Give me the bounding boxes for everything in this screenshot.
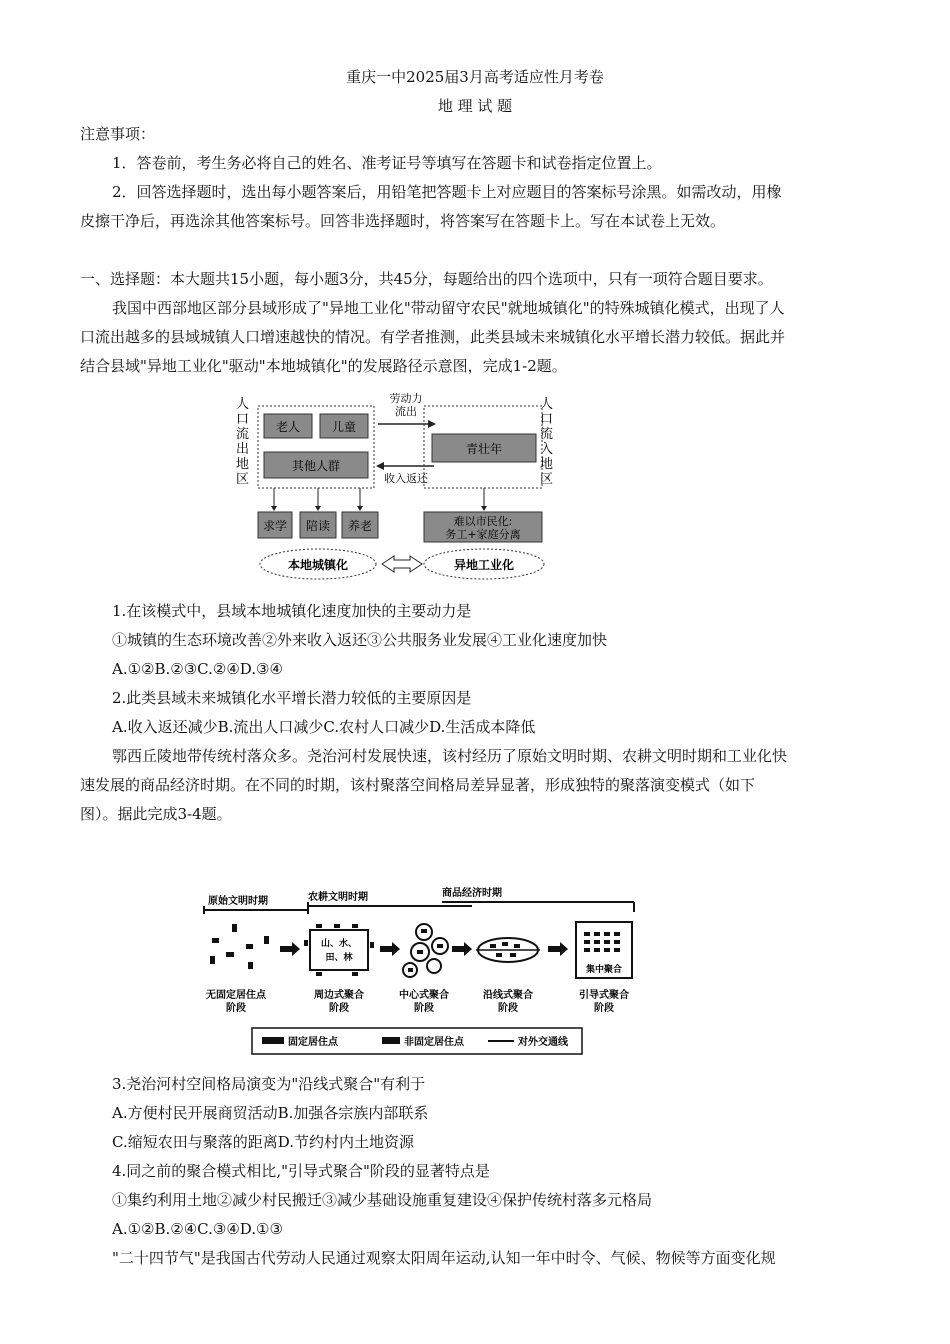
- q1-options: A.①②B.②③C.②④D.③④: [112, 660, 283, 678]
- notice-heading: 注意事项：: [80, 125, 156, 143]
- q1-stem: 1.在该模式中，县域本地城镇化速度加快的主要动力是: [112, 602, 472, 620]
- q4-items: ①集约利用土地②减少村民搬迁③减少基础设施重复建设④保护传统村落多元格局: [112, 1191, 653, 1209]
- study-label: 求学: [262, 519, 288, 533]
- stage1-label-a: 无固定居住点: [206, 990, 266, 1001]
- q3-options-a: A.方便村民开展商贸活动B.加强各宗族内部联系: [112, 1104, 429, 1122]
- notice-item-2a: 2．回答选择题时，选出每小题答案后，用铅笔把答题卡上对应题目的答案标号涂黑。如需改动，用橡: [112, 183, 782, 201]
- stage3-center-circles: [403, 924, 448, 977]
- q2-stem: 2.此类县域未来城镇化水平增长潜力较低的主要原因是: [112, 689, 472, 707]
- stage-arrow-1: [280, 942, 300, 956]
- stage2-label-a: 周边式聚合: [314, 990, 364, 1001]
- legend-nonfixed-swatch: [382, 1037, 400, 1044]
- stage3-label-a: 中心式聚合: [399, 990, 449, 1001]
- notice-item-2b: 皮擦干净后，再选涂其他答案标号。回答非选择题时，将答案写在答题卡上。写在本试卷上无效。: [80, 212, 726, 230]
- legend-fixed-swatch: [262, 1037, 284, 1044]
- stage2-box: [310, 930, 368, 970]
- stage5-label-a: 引导式聚合: [579, 990, 629, 1001]
- period-primitive-label: 原始文明时期: [208, 896, 268, 907]
- stage2-center-label-1: 山、水、: [320, 939, 358, 949]
- hard-label-1: 难以市民化:: [453, 515, 513, 528]
- exam-subtitle: 地 理 试 题: [437, 97, 513, 115]
- labor-outflow-label-1: 劳动力: [389, 392, 423, 405]
- arrowhead-study: [271, 506, 277, 511]
- q1-items: ①城镇的生态环境改善②外来收入返还③公共服务业发展④工业化速度加快: [112, 631, 608, 649]
- arrowhead-accompany: [315, 506, 321, 511]
- legend-fixed-label: 固定居住点: [288, 1037, 338, 1048]
- period-commerce-label: 商品经济时期: [442, 888, 502, 899]
- intro1-line-1: 我国中西部地区部分县域形成了"异地工业化"带动留守农民"就地城镇化"的特殊城镇化模式，出现了人: [112, 299, 785, 317]
- income-return-arrowhead: [376, 462, 384, 470]
- stage4-label-a: 沿线式聚合: [483, 990, 533, 1001]
- outflow-region-label: 人口流出地区: [236, 397, 250, 487]
- urbanization-path-diagram: [232, 388, 562, 584]
- hard-label-2: 务工+家庭分离: [445, 528, 521, 541]
- q3-options-b: C.缩短农田与聚落的距离D.节约村内土地资源: [112, 1133, 414, 1151]
- intro1-line-3: 结合县域"异地工业化"驱动"本地城镇化"的发展路径示意图，完成1-2题。: [80, 357, 567, 375]
- others-label: 其他人群: [291, 459, 341, 473]
- intro2-line-3: 图）。据此完成3-4题。: [80, 805, 232, 823]
- accompany-label: 陪读: [305, 519, 331, 533]
- inflow-region-label: 人口流入地区: [540, 397, 554, 487]
- stage1-label-b: 阶段: [226, 1003, 246, 1014]
- stage5-cluster-label: 集中聚合: [585, 965, 623, 975]
- intro3-line-1: "二十四节气"是我国古代劳动人民通过观察太阳周年运动,认知一年中时令、气候、物候等方面变化规: [112, 1249, 776, 1267]
- notice-item-1: 1．答卷前，考生务必将自己的姓名、准考证号等填写在答题卡和试卷指定位置上。: [112, 154, 662, 172]
- period-farming-label: 农耕文明时期: [308, 892, 368, 903]
- double-arrow: [382, 556, 422, 572]
- stage-arrow-2: [380, 942, 400, 956]
- youth-label: 青壮年: [465, 442, 503, 456]
- stage2-label-b: 阶段: [329, 1003, 349, 1014]
- q4-options: A.①②B.②④C.③④D.①③: [112, 1220, 283, 1238]
- stage3-label-b: 阶段: [414, 1003, 434, 1014]
- section-heading: 一、选择题：本大题共15小题，每小题3分，共45分，每题给出的四个选项中，只有一项符合题目要求。: [80, 270, 773, 288]
- stage-arrow-4: [548, 942, 568, 956]
- old-label: 老人: [275, 420, 301, 434]
- legend-nonfixed-label: 非固定居住点: [404, 1037, 464, 1048]
- arrowhead-elderly: [357, 506, 363, 511]
- q4-stem: 4.同之前的聚合模式相比,"引导式聚合"阶段的显著特点是: [112, 1162, 490, 1180]
- child-label: 儿童: [331, 420, 357, 434]
- legend-road-label: 对外交通线: [518, 1037, 568, 1048]
- elderly-label: 养老: [347, 519, 373, 533]
- labor-outflow-arrowhead: [428, 420, 436, 428]
- labor-outflow-label-2: 流出: [395, 405, 417, 418]
- settlement-evolution-diagram: [192, 880, 772, 1060]
- stage4-label-b: 阶段: [498, 1003, 518, 1014]
- local-urbanization-label: 本地城镇化: [287, 558, 349, 572]
- stage5-label-b: 阶段: [594, 1003, 614, 1014]
- arrowhead-hard: [481, 506, 487, 511]
- exam-title: 重庆一中2025届3月高考适应性月考卷: [346, 68, 604, 86]
- intro2-line-1: 鄂西丘陵地带传统村落众多。尧治河村发展快速，该村经历了原始文明时期、农耕文明时期和工业化快: [112, 747, 788, 765]
- q3-stem: 3.尧治河村空间格局演变为"沿线式聚合"有利于: [112, 1075, 426, 1093]
- remote-industrialization-label: 异地工业化: [453, 558, 515, 572]
- stage-arrow-3: [452, 942, 472, 956]
- q2-options: A.收入返还减少B.流出人口减少C.农村人口减少D.生活成本降低: [112, 718, 536, 736]
- intro1-line-2: 口流出越多的县域城镇人口增速越快的情况。有学者推测，此类县域未来城镇化水平增长潜力较低。据此并: [80, 328, 786, 346]
- income-return-label: 收入返还: [384, 472, 428, 485]
- stage1-scattered-dots: [210, 924, 269, 969]
- intro2-line-2: 速发展的商品经济时期。在不同的时期，该村聚落空间格局差异显著，形成独特的聚落演变模式（如下: [80, 776, 756, 794]
- stage2-center-label-2: 田、林: [325, 953, 353, 963]
